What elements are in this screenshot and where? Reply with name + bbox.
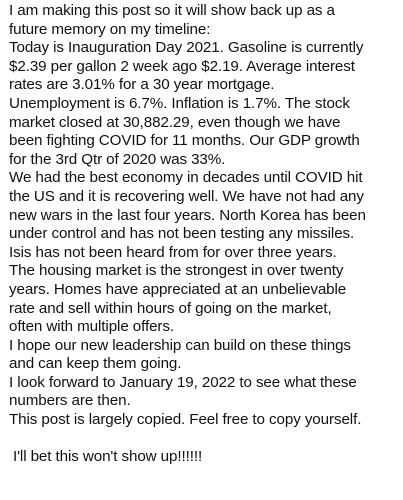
post-line: We had the best economy in decades until COVID hit bbox=[9, 169, 363, 187]
post-line: the US and it is recovering well. We have not had any bbox=[9, 187, 364, 205]
post-line: I hope our new leadership can build on these things bbox=[9, 336, 351, 354]
post-line: $2.39 per gallon 2 week ago $2.19. Average interest bbox=[9, 57, 355, 75]
post-line: for the 3rd Qtr of 2020 was 33%. bbox=[9, 150, 226, 168]
post-line: This post is largely copied. Feel free to copy yourself. bbox=[9, 411, 362, 429]
post-line: numbers are then. bbox=[9, 392, 131, 410]
post-line: been fighting COVID for 11 months. Our GDP growth bbox=[9, 132, 360, 150]
post-signoff: I'll bet this won't show up!!!!!! bbox=[13, 448, 203, 466]
post-line: future memory on my timeline: bbox=[9, 20, 211, 38]
blank-line bbox=[9, 430, 397, 449]
post-line: I look forward to January 19, 2022 to see what these bbox=[9, 373, 357, 391]
post-line: new wars in the last four years. North Korea has been bbox=[9, 206, 366, 224]
post-line: Today is Inauguration Day 2021. Gasoline is currently bbox=[9, 39, 364, 57]
post-line: I am making this post so it will show back up as a bbox=[9, 2, 335, 19]
post-line: often with multiple offers. bbox=[9, 318, 175, 336]
post-line: Isis has not been heard from for over three years. bbox=[9, 243, 337, 261]
post-line: years. Homes have appreciated at an unbelievable bbox=[9, 280, 347, 298]
post-line: under control and has not been testing any missiles. bbox=[9, 225, 355, 243]
post-line: The housing market is the strongest in over twenty bbox=[9, 262, 344, 280]
post-line: market closed at 30,882.29, even though we have bbox=[9, 113, 341, 131]
post-line: rates are 3.01% for a 30 year mortgage. bbox=[9, 76, 275, 94]
post-line: rate and sell within hours of going on the market, bbox=[9, 299, 332, 317]
post-line: Unemployment is 6.7%. Inflation is 1.7%. The stock bbox=[9, 94, 350, 112]
post-text bbox=[9, 2, 397, 467]
post-line: and can keep them going. bbox=[9, 355, 182, 373]
